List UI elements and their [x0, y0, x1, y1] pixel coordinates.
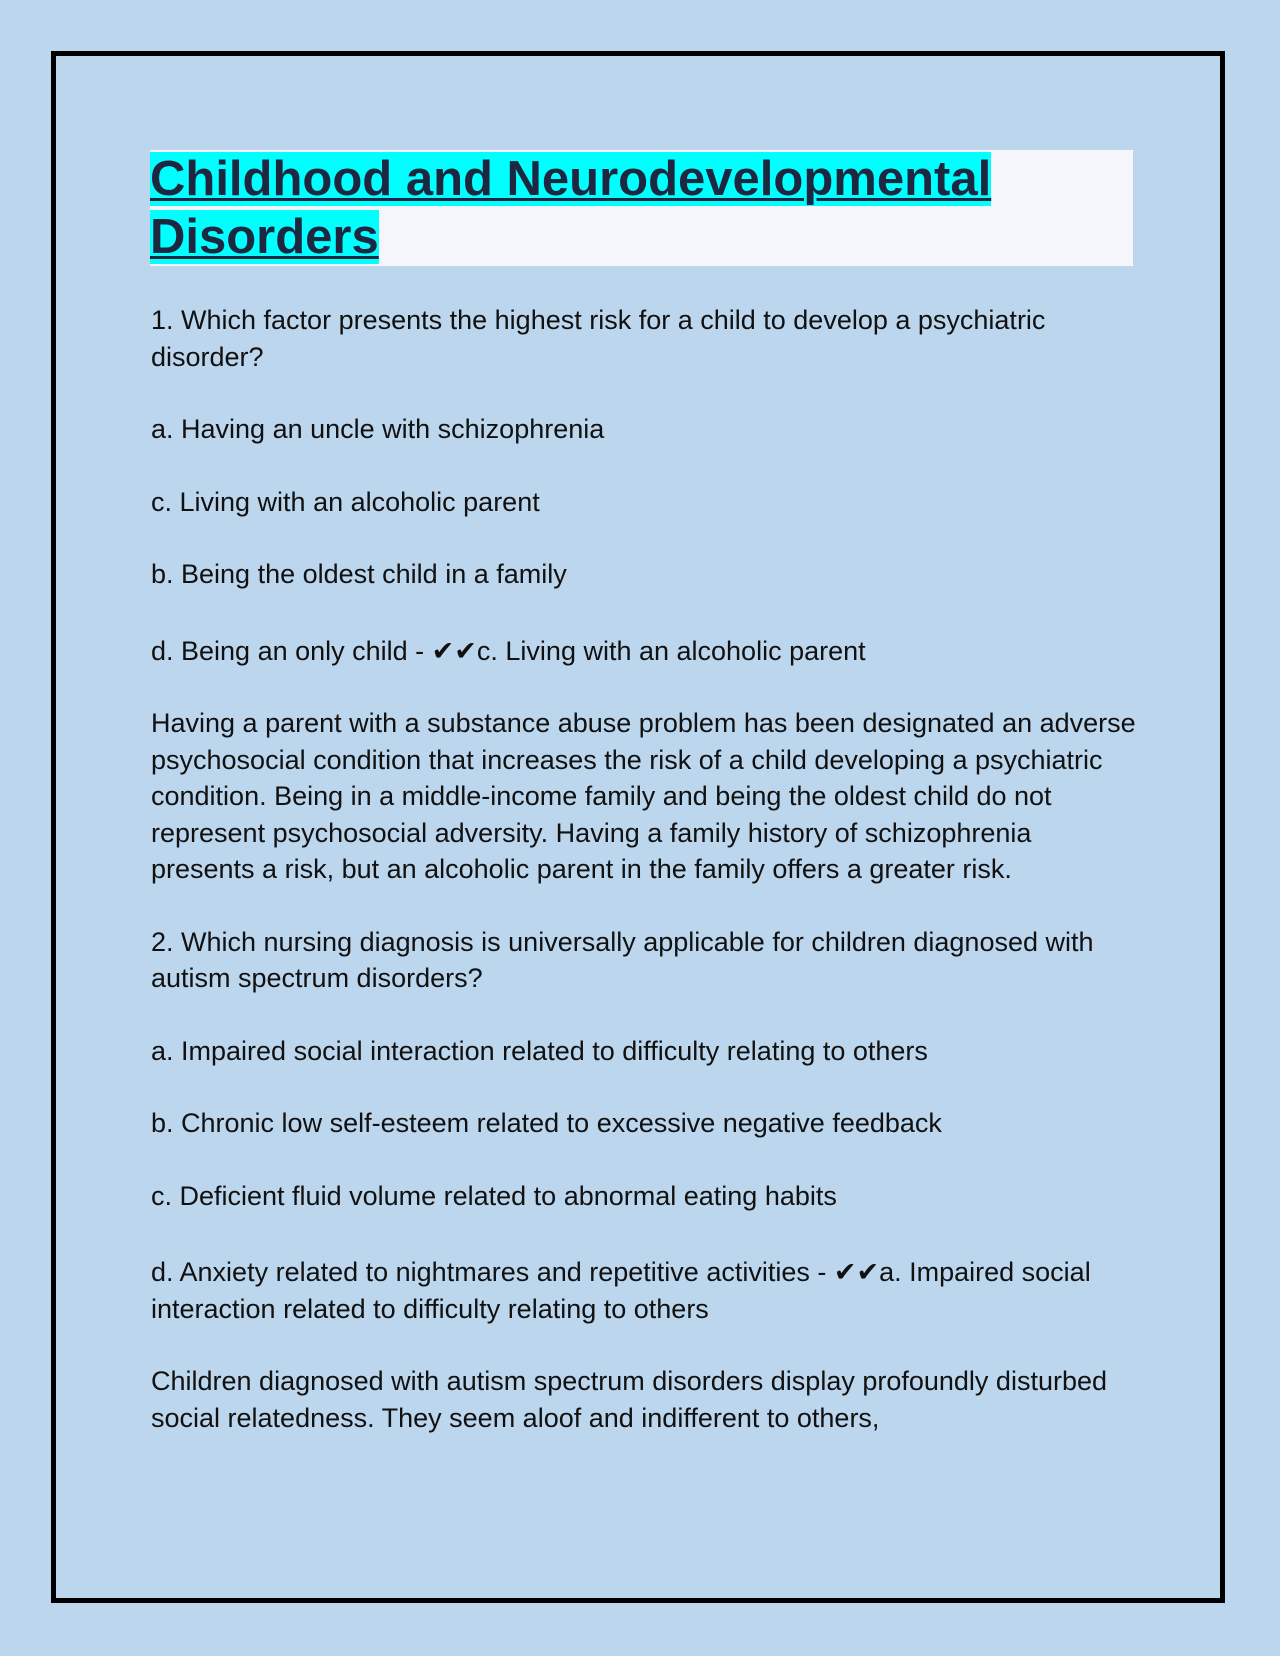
q1-option-c: c. Living with an alcoholic parent	[151, 486, 540, 517]
q1-option-b: b. Being the oldest child in a family	[151, 559, 567, 589]
q1-option-d-answer: d. Being an only child - ✔✔c. Living with an alcoholic parent	[151, 635, 866, 666]
q1-option-a: a. Having an uncle with schizophrenia	[151, 414, 605, 444]
title-line-1: Childhood and Neurodevelopmental	[150, 152, 992, 206]
title-line-2: Disorders	[150, 210, 379, 264]
page-title	[150, 150, 1133, 266]
q2-option-a: a. Impaired social interaction related to difficulty relating to others	[151, 1035, 928, 1066]
document-body	[151, 302, 1141, 1436]
q2-option-b: b. Chronic low self-esteem related to excessive negative feedback	[151, 1108, 942, 1138]
q1-rationale: Having a parent with a substance abuse problem has been designated an adverse psychosocial condition that increases the risk of a child developing a psychiatric condition. Being in a middle-income family and being the oldest child do not represent psychosocial adversity. Having a family history of schizophrenia presents a risk, but an alcoholic parent in the family offers a greater risk.	[151, 708, 1136, 884]
q2-question: 2. Which nursing diagnosis is universally applicable for children diagnosed with autism spectrum disorders?	[151, 926, 1094, 993]
q1-question: 1. Which factor presents the highest risk for a child to develop a psychiatric disorder?	[151, 305, 1046, 372]
q2-option-c: c. Deficient fluid volume related to abnormal eating habits	[151, 1180, 837, 1211]
q2-option-d-answer: d. Anxiety related to nightmares and repetitive activities - ✔✔a. Impaired social interaction related to difficulty relating to others	[151, 1257, 1091, 1324]
q2-rationale: Children diagnosed with autism spectrum disorders display profoundly disturbed social relatedness. They seem aloof and indifferent to others,	[151, 1366, 1107, 1433]
